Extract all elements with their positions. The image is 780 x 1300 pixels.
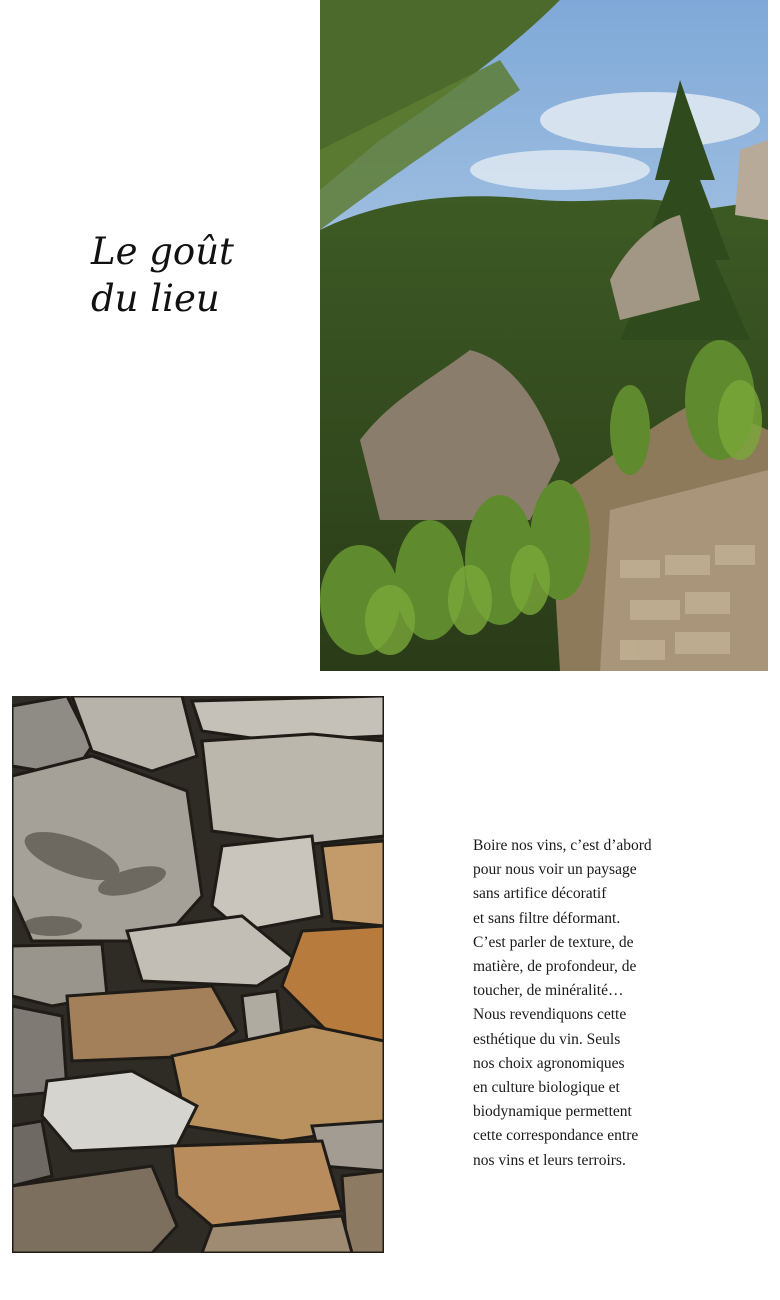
paragraph-line: cette correspondance entre — [473, 1127, 639, 1145]
paragraph-line: Nous revendiquons cette — [473, 1006, 627, 1024]
paragraph-line: et sans filtre déformant. — [473, 909, 621, 927]
paragraph-line: Boire nos vins, c’est d’abord — [473, 837, 652, 854]
title-line-1: Le goût — [91, 230, 234, 273]
paragraph-line: esthétique du vin. Seuls — [473, 1030, 621, 1048]
vineyard-illustration — [320, 0, 768, 671]
paragraph-line: en culture biologique et — [473, 1079, 620, 1097]
vineyard-photo — [320, 0, 768, 671]
title-line-2: du lieu — [91, 277, 220, 320]
paragraph-line: C’est parler de texture, de — [473, 933, 634, 951]
paragraph-line: biodynamique permettent — [473, 1103, 632, 1121]
body-paragraph — [473, 834, 733, 1173]
paragraph-line: sans artifice décoratif — [473, 885, 607, 903]
paragraph-line: matière, de profondeur, de — [473, 958, 637, 976]
stone-wall-illustration — [12, 696, 384, 1253]
stone-wall-photo — [12, 696, 384, 1253]
page-title — [91, 228, 234, 322]
paragraph-line: pour nous voir un paysage — [473, 861, 637, 879]
paragraph-line: nos vins et leurs terroirs. — [473, 1151, 626, 1169]
paragraph-line: nos choix agronomiques — [473, 1054, 625, 1072]
paragraph-line: toucher, de minéralité… — [473, 982, 624, 1000]
